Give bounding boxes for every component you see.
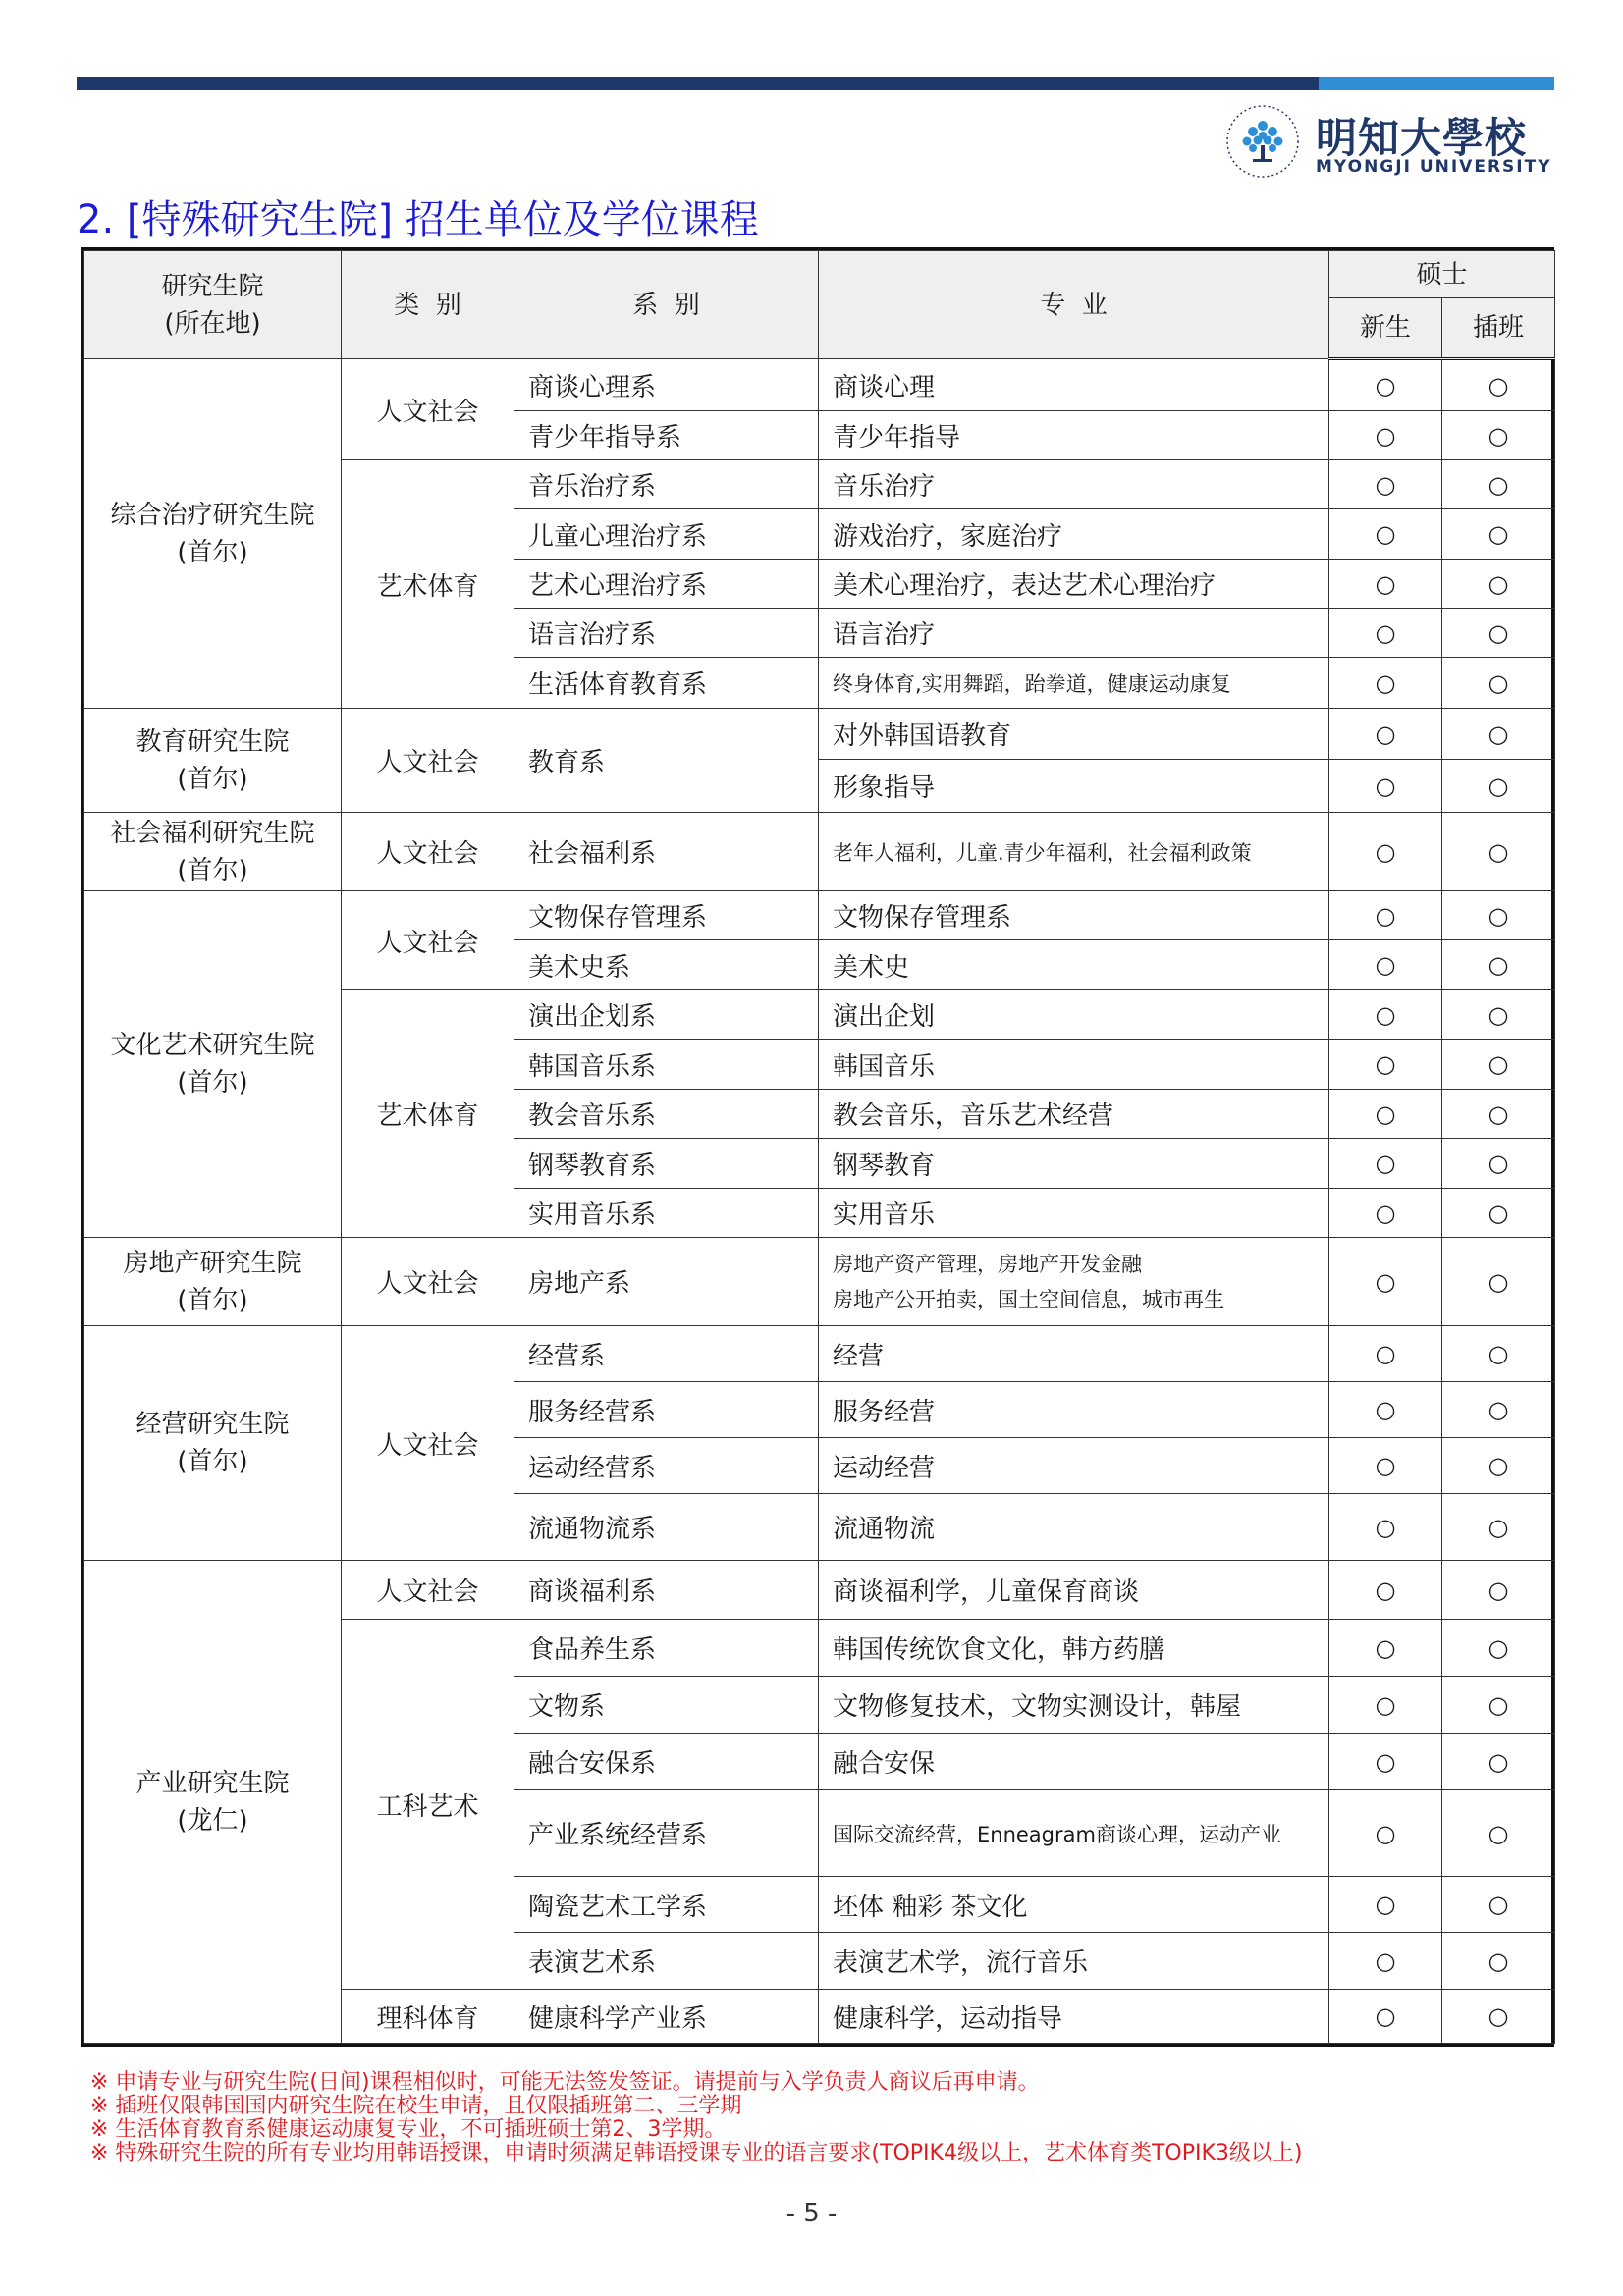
table-row [84, 1326, 1555, 1382]
school-cell [84, 813, 342, 891]
department-cell: 服务经营系 [514, 1382, 819, 1438]
new-student-mark: ○ [1329, 891, 1442, 940]
new-student-mark: ○ [1329, 1438, 1442, 1494]
department-cell: 产业系统经营系 [514, 1790, 819, 1877]
major-cell: 服务经营 [819, 1382, 1329, 1438]
programs-table-container [81, 247, 1554, 2047]
new-student-mark: ○ [1329, 1326, 1442, 1382]
category-cell: 艺术体育 [342, 460, 514, 709]
major-cell: 美术史 [819, 940, 1329, 990]
major-cell: 语言治疗 [819, 609, 1329, 658]
school-name: 产业研究生院 [135, 1768, 290, 1798]
note-item: ※ 特殊研究生院的所有专业均用韩语授课，申请时须满足韩语授课专业的语言要求(TOPIK4级以上，艺术体育类TOPIK3级以上) [90, 2141, 1303, 2165]
school-name: 社会福利研究生院 [110, 818, 315, 848]
department-cell: 房地产系 [514, 1238, 819, 1326]
school-name: 经营研究生院 [135, 1410, 290, 1439]
major-cell: 商谈心理 [819, 359, 1329, 411]
new-student-mark: ○ [1329, 1790, 1442, 1877]
category-cell: 艺术体育 [342, 990, 514, 1238]
university-logo [1217, 96, 1556, 187]
school-location: (首尔) [177, 855, 248, 885]
new-student-mark: ○ [1329, 1494, 1442, 1561]
new-student-mark: ○ [1329, 1189, 1442, 1238]
header-bar [77, 77, 1554, 90]
department-cell: 融合安保系 [514, 1734, 819, 1790]
major-cell: 钢琴教育 [819, 1139, 1329, 1189]
major-cell: 青少年指导 [819, 411, 1329, 460]
category-cell: 人文社会 [342, 891, 514, 990]
table-row [84, 813, 1555, 891]
transfer-mark: ○ [1442, 509, 1555, 560]
logo-korean-name: 明知大學校 [1316, 114, 1528, 162]
note-item: ※ 申请专业与研究生院(日间)课程相似时，可能无法签发签证。请提前与入学负责人商议后再申请。 [90, 2070, 1040, 2095]
department-cell: 语言治疗系 [514, 609, 819, 658]
school-cell [84, 359, 342, 709]
header-school-label: 研究生院 [161, 271, 264, 301]
new-student-mark: ○ [1329, 1877, 1442, 1933]
department-cell: 食品养生系 [514, 1620, 819, 1677]
transfer-mark: ○ [1442, 1990, 1555, 2044]
school-cell [84, 1326, 342, 1561]
school-cell [84, 891, 342, 1238]
new-student-mark: ○ [1329, 1040, 1442, 1090]
department-cell: 健康科学产业系 [514, 1990, 819, 2044]
department-cell: 商谈心理系 [514, 359, 819, 411]
transfer-mark: ○ [1442, 1877, 1555, 1933]
department-cell: 艺术心理治疗系 [514, 560, 819, 609]
transfer-mark: ○ [1442, 359, 1555, 411]
transfer-mark: ○ [1442, 658, 1555, 709]
new-student-mark: ○ [1329, 709, 1442, 760]
school-location: (龙仁) [177, 1805, 248, 1836]
department-cell: 流通物流系 [514, 1494, 819, 1561]
major-cell: 坯体 釉彩 茶文化 [819, 1877, 1329, 1933]
department-cell: 文物保存管理系 [514, 891, 819, 940]
major-cell: 音乐治疗 [819, 460, 1329, 509]
major-cell: 演出企划 [819, 990, 1329, 1040]
major-cell: 韩国音乐 [819, 1040, 1329, 1090]
new-student-mark: ○ [1329, 1620, 1442, 1677]
school-cell [84, 709, 342, 813]
transfer-mark: ○ [1442, 1238, 1555, 1326]
programs-table-body [84, 359, 1555, 2044]
new-student-mark: ○ [1329, 940, 1442, 990]
new-student-mark: ○ [1329, 1677, 1442, 1734]
transfer-mark: ○ [1442, 813, 1555, 891]
major-cell: 终身体育,实用舞蹈，跆拳道，健康运动康复 [819, 658, 1329, 709]
table-row [84, 1561, 1555, 1620]
header-school-location: (所在地) [164, 308, 261, 339]
department-cell: 韩国音乐系 [514, 1040, 819, 1090]
transfer-mark: ○ [1442, 1189, 1555, 1238]
school-name: 综合治疗研究生院 [110, 500, 315, 530]
major-cell: 文物保存管理系 [819, 891, 1329, 940]
new-student-mark: ○ [1329, 411, 1442, 460]
transfer-mark: ○ [1442, 1677, 1555, 1734]
transfer-mark: ○ [1442, 411, 1555, 460]
table-row [84, 1238, 1555, 1326]
category-cell: 人文社会 [342, 1238, 514, 1326]
transfer-mark: ○ [1442, 1734, 1555, 1790]
transfer-mark: ○ [1442, 609, 1555, 658]
department-cell: 商谈福利系 [514, 1561, 819, 1620]
school-cell [84, 1238, 342, 1326]
school-location: (首尔) [177, 1068, 248, 1097]
department-cell: 美术史系 [514, 940, 819, 990]
department-cell: 文物系 [514, 1677, 819, 1734]
category-cell: 人文社会 [342, 359, 514, 460]
department-cell: 演出企划系 [514, 990, 819, 1040]
new-student-mark: ○ [1329, 813, 1442, 891]
major-cell: 实用音乐 [819, 1189, 1329, 1238]
header-major: 专 业 [819, 251, 1329, 359]
department-cell: 钢琴教育系 [514, 1139, 819, 1189]
university-seal-icon [1217, 96, 1308, 187]
category-cell: 人文社会 [342, 1561, 514, 1620]
new-student-mark: ○ [1329, 1139, 1442, 1189]
school-name: 文化艺术研究生院 [110, 1031, 315, 1060]
new-student-mark: ○ [1329, 1990, 1442, 2044]
transfer-mark: ○ [1442, 709, 1555, 760]
table-row [84, 709, 1555, 760]
major-cell: 经营 [819, 1326, 1329, 1382]
major-cell: 商谈福利学，儿童保育商谈 [819, 1561, 1329, 1620]
transfer-mark: ○ [1442, 560, 1555, 609]
transfer-mark: ○ [1442, 1438, 1555, 1494]
header-bar-light [1319, 77, 1554, 90]
major-cell: 美术心理治疗，表达艺术心理治疗 [819, 560, 1329, 609]
header-master: 硕士 [1329, 251, 1555, 298]
category-cell: 理科体育 [342, 1990, 514, 2044]
major-cell: 文物修复技术，文物实测设计，韩屋 [819, 1677, 1329, 1734]
department-cell: 教会音乐系 [514, 1090, 819, 1139]
major-cell: 表演艺术学，流行音乐 [819, 1933, 1329, 1990]
transfer-mark: ○ [1442, 1933, 1555, 1990]
major-line: 房地产资产管理，房地产开发金融 [833, 1252, 1142, 1276]
note-item: ※ 生活体育教育系健康运动康复专业，不可插班硕士第2、3学期。 [90, 2117, 727, 2142]
transfer-mark: ○ [1442, 1561, 1555, 1620]
major-cell: 形象指导 [819, 760, 1329, 813]
school-location: (首尔) [177, 537, 248, 567]
header-school [84, 251, 342, 359]
new-student-mark: ○ [1329, 1933, 1442, 1990]
school-location: (首尔) [177, 764, 248, 794]
transfer-mark: ○ [1442, 1040, 1555, 1090]
major-cell: 健康科学，运动指导 [819, 1990, 1329, 2044]
department-cell: 经营系 [514, 1326, 819, 1382]
transfer-mark: ○ [1442, 1139, 1555, 1189]
major-cell: 对外韩国语教育 [819, 709, 1329, 760]
new-student-mark: ○ [1329, 658, 1442, 709]
header-new: 新生 [1329, 298, 1442, 359]
category-cell: 人文社会 [342, 813, 514, 891]
major-cell: 老年人福利，儿童.青少年福利，社会福利政策 [819, 813, 1329, 891]
major-cell: 运动经营 [819, 1438, 1329, 1494]
new-student-mark: ○ [1329, 560, 1442, 609]
page-number: - 5 - [785, 2199, 838, 2228]
school-location: (首尔) [177, 1285, 248, 1315]
header-bar-dark [77, 77, 1319, 90]
notes-section [90, 2071, 1302, 2165]
department-cell: 陶瓷艺术工学系 [514, 1877, 819, 1933]
major-cell [819, 1238, 1329, 1326]
header-transfer: 插班 [1442, 298, 1555, 359]
department-cell: 教育系 [514, 709, 819, 813]
new-student-mark: ○ [1329, 460, 1442, 509]
new-student-mark: ○ [1329, 1238, 1442, 1326]
major-cell: 国际交流经营，Enneagram商谈心理，运动产业 [819, 1790, 1329, 1877]
transfer-mark: ○ [1442, 891, 1555, 940]
major-cell: 游戏治疗，家庭治疗 [819, 509, 1329, 560]
page-title: 2. [特殊研究生院] 招生单位及学位课程 [77, 197, 759, 242]
category-cell: 人文社会 [342, 1326, 514, 1561]
new-student-mark: ○ [1329, 1734, 1442, 1790]
note-item: ※ 插班仅限韩国国内研究生院在校生申请，且仅限插班第二、三学期 [90, 2094, 742, 2118]
school-name: 房地产研究生院 [123, 1248, 302, 1278]
department-cell: 儿童心理治疗系 [514, 509, 819, 560]
new-student-mark: ○ [1329, 990, 1442, 1040]
department-cell: 表演艺术系 [514, 1933, 819, 1990]
department-cell: 音乐治疗系 [514, 460, 819, 509]
transfer-mark: ○ [1442, 1326, 1555, 1382]
major-cell: 融合安保 [819, 1734, 1329, 1790]
new-student-mark: ○ [1329, 1090, 1442, 1139]
major-cell: 流通物流 [819, 1494, 1329, 1561]
department-cell: 实用音乐系 [514, 1189, 819, 1238]
major-cell: 韩国传统饮食文化，韩方药膳 [819, 1620, 1329, 1677]
category-cell: 工科艺术 [342, 1620, 514, 1990]
school-location: (首尔) [177, 1447, 248, 1476]
transfer-mark: ○ [1442, 990, 1555, 1040]
new-student-mark: ○ [1329, 359, 1442, 411]
major-line: 房地产公开拍卖，国土空间信息，城市再生 [833, 1287, 1224, 1311]
logo-english-name: MYONGJI UNIVERSITY [1316, 157, 1552, 177]
school-cell [84, 1561, 342, 2044]
department-cell: 社会福利系 [514, 813, 819, 891]
transfer-mark: ○ [1442, 460, 1555, 509]
school-name: 教育研究生院 [135, 726, 290, 757]
new-student-mark: ○ [1329, 509, 1442, 560]
new-student-mark: ○ [1329, 1382, 1442, 1438]
new-student-mark: ○ [1329, 760, 1442, 813]
transfer-mark: ○ [1442, 940, 1555, 990]
transfer-mark: ○ [1442, 1790, 1555, 1877]
category-cell: 人文社会 [342, 709, 514, 813]
transfer-mark: ○ [1442, 1090, 1555, 1139]
table-row [84, 891, 1555, 940]
major-cell: 教会音乐，音乐艺术经营 [819, 1090, 1329, 1139]
department-cell: 生活体育教育系 [514, 658, 819, 709]
transfer-mark: ○ [1442, 1382, 1555, 1438]
programs-table [83, 250, 1555, 2044]
department-cell: 运动经营系 [514, 1438, 819, 1494]
table-row [84, 359, 1555, 411]
header-department: 系 别 [514, 251, 819, 359]
transfer-mark: ○ [1442, 760, 1555, 813]
department-cell: 青少年指导系 [514, 411, 819, 460]
new-student-mark: ○ [1329, 609, 1442, 658]
transfer-mark: ○ [1442, 1620, 1555, 1677]
transfer-mark: ○ [1442, 1494, 1555, 1561]
new-student-mark: ○ [1329, 1561, 1442, 1620]
header-category: 类 别 [342, 251, 514, 359]
